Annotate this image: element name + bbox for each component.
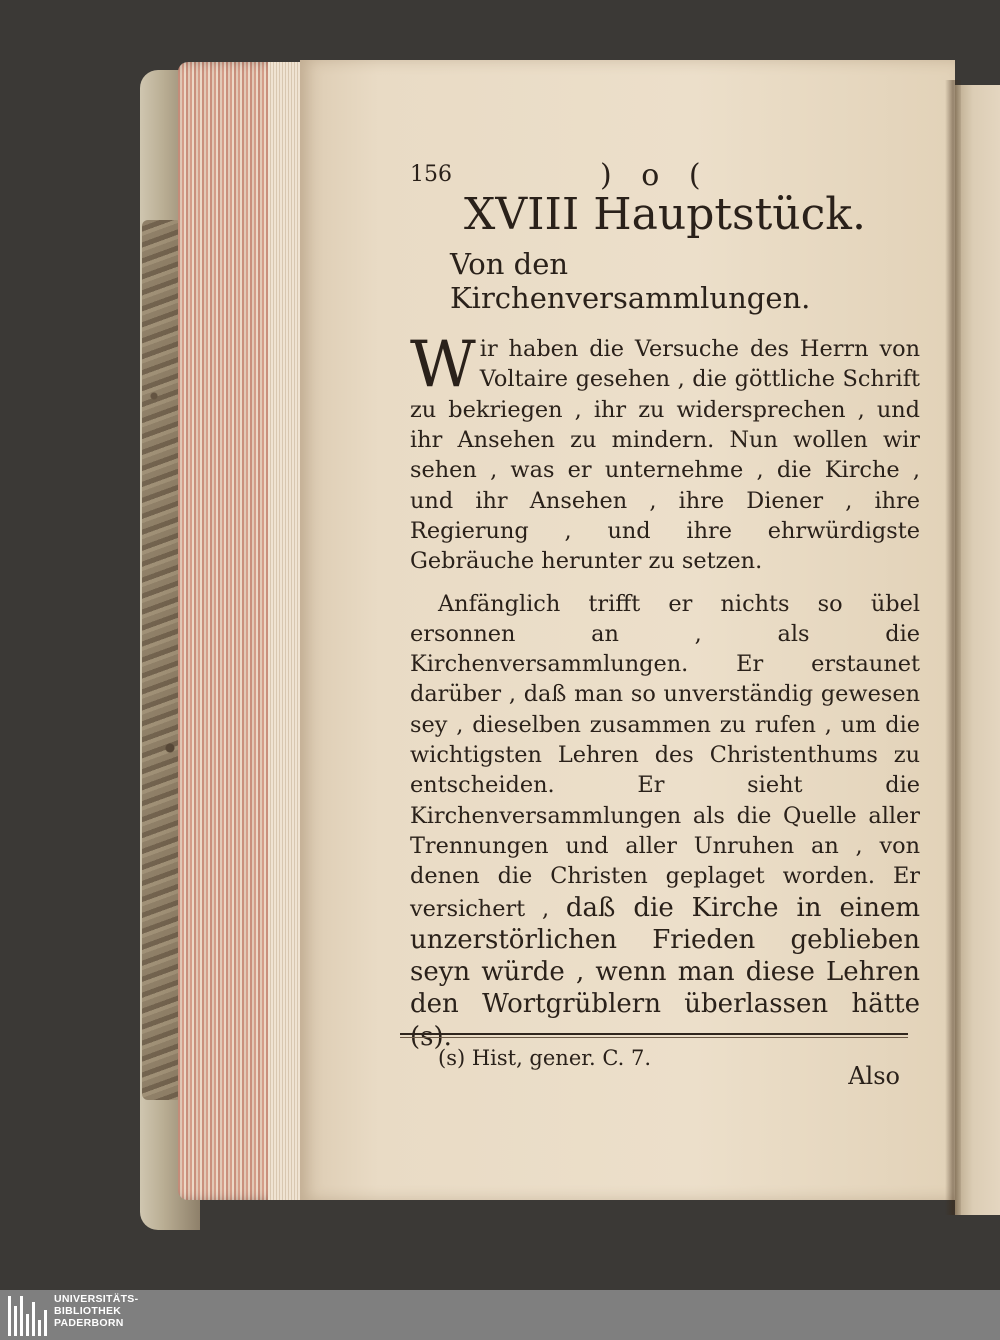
chapter-title: XVIII Hauptstück.: [464, 189, 866, 240]
footnote-rule-thin: [400, 1037, 908, 1038]
library-logo-icon: [6, 1294, 48, 1336]
page-edges: [178, 62, 308, 1200]
library-name-line-1: UNIVERSITÄTS-: [54, 1293, 139, 1305]
library-name: [54, 1293, 138, 1329]
facing-page: [955, 85, 1000, 1215]
marbled-cover: [142, 220, 182, 1100]
chapter-subtitle: Von den Kirchenversammlungen.: [450, 246, 811, 316]
paragraph-2-text: Anfänglich trifft er nichts so übel ersonnen an , als die Kirchenversammlungen. Er erstaunet darüber , daß man so unverständig gewesen sey , dieselben zusammen zu rufen , um die wichtigsten Lehren des Christenthums zu entscheiden. Er sieht die Kirchenversammlungen als die Quelle aller Trennungen und aller Unruhen an , von denen die Christen geplaget worden. Er versichert ,: [410, 590, 920, 922]
drop-initial: W: [410, 328, 476, 403]
footnote: (s) Hist, gener. C. 7.: [438, 1046, 652, 1070]
body-text: [410, 328, 920, 1091]
library-footer: [0, 1290, 1000, 1340]
book-gutter: [945, 80, 961, 1215]
library-name-line-2: BIBLIOTHEK: [54, 1305, 122, 1317]
paragraph-1: [410, 328, 920, 576]
library-name-line-3: PADERBORN: [54, 1317, 124, 1329]
header-ornament: ) o (: [600, 158, 711, 193]
footnote-rule: [400, 1033, 908, 1035]
running-head: [410, 150, 920, 193]
page-number: 156: [410, 162, 452, 187]
catchword: Also: [848, 1062, 900, 1091]
paragraph-2: [410, 589, 920, 1053]
paragraph-2-text-large: daß die Kirche in einem unzerstörlichen Frieden geblieben seyn würde , wenn man diese Lehren den Wortgrüblern überlassen hätte: [410, 892, 920, 1020]
paragraph-1-text: ir haben die Versuche des Herrn von Voltaire gesehen , die göttliche Schrift zu bekriegen , ihr zu widersprechen , und ihr Ansehen zu mindern. Nun wollen wir sehen , was er unternehme , die Kirche , und ihr Ansehen , ihre Diener , ihre Regierung , und ihre ehrwürdigste Gebräuche herunter zu setzen.: [410, 336, 920, 575]
page-text: [410, 150, 920, 1091]
